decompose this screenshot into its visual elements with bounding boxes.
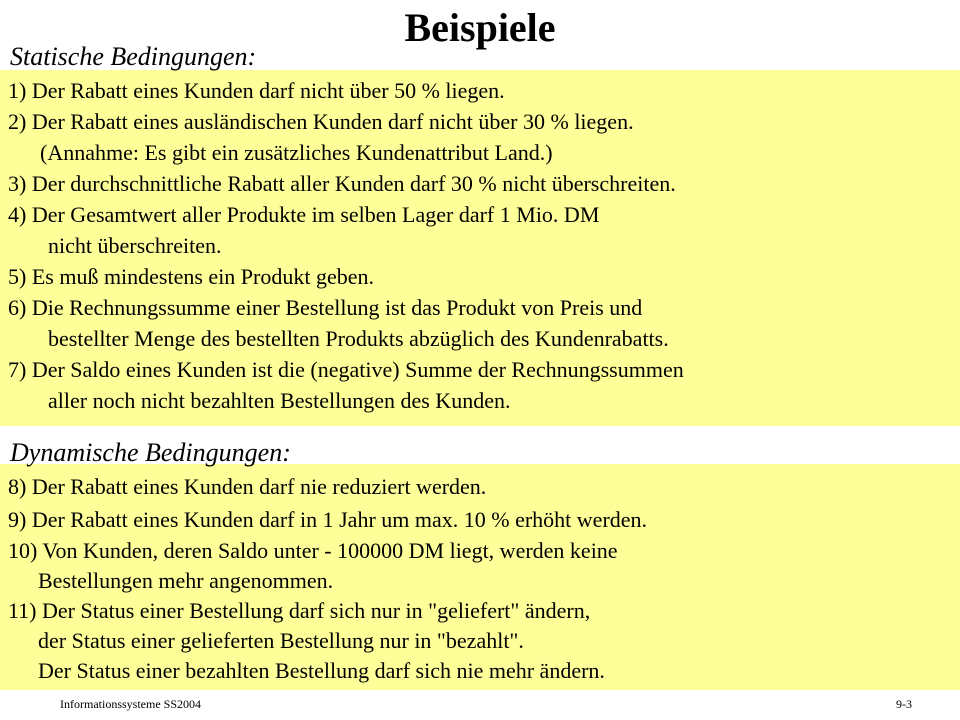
footer-course: Informationssysteme SS2004: [60, 697, 201, 711]
dynamic-line-11-cont-2: Der Status einer bezahlten Bestellung darf sich nie mehr ändern.: [38, 658, 605, 683]
dynamic-line-9: 9) Der Rabatt eines Kunden darf in 1 Jahr um max. 10 % erhöht werden.: [8, 507, 648, 532]
dynamic-line-11: 11) Der Status einer Bestellung darf sich nur in "geliefert" ändern,: [8, 598, 591, 623]
dynamic-line-11-cont-1: der Status einer gelieferten Bestellung nur in "bezahlt".: [38, 628, 524, 653]
dynamic-conditions-box: [0, 464, 960, 690]
static-line-6: 6) Die Rechnungssumme einer Bestellung ist das Produkt von Preis und: [8, 295, 643, 320]
footer-page-number: 9-3: [896, 697, 912, 711]
dynamic-heading: Dynamische Bedingungen:: [10, 438, 291, 467]
dynamic-line-10: 10) Von Kunden, deren Saldo unter - 100000 DM liegt, werden keine: [8, 538, 618, 563]
static-line-2-note: (Annahme: Es gibt ein zusätzliches Kundenattribut Land.): [40, 140, 553, 165]
static-line-4-cont: nicht überschreiten.: [48, 233, 222, 258]
static-line-7-cont: aller noch nicht bezahlten Bestellungen des Kunden.: [48, 388, 511, 413]
static-heading: Statische Bedingungen:: [10, 42, 257, 71]
dynamic-line-10-cont: Bestellungen mehr angenommen.: [38, 568, 334, 593]
dynamic-line-8: 8) Der Rabatt eines Kunden darf nie reduziert werden.: [8, 474, 487, 499]
static-line-6-cont: bestellter Menge des bestellten Produkts abzüglich des Kundenrabatts.: [48, 326, 669, 351]
page-title: Beispiele: [404, 5, 556, 50]
static-line-2: 2) Der Rabatt eines ausländischen Kunden darf nicht über 30 % liegen.: [8, 109, 634, 134]
static-line-3: 3) Der durchschnittliche Rabatt aller Kunden darf 30 % nicht überschreiten.: [8, 171, 676, 196]
static-line-5: 5) Es muß mindestens ein Produkt geben.: [8, 264, 375, 289]
static-line-1: 1) Der Rabatt eines Kunden darf nicht über 50 % liegen.: [8, 78, 505, 103]
static-line-7: 7) Der Saldo eines Kunden ist die (negative) Summe der Rechnungssummen: [8, 357, 684, 382]
static-line-4: 4) Der Gesamtwert aller Produkte im selben Lager darf 1 Mio. DM: [8, 202, 600, 227]
static-conditions-box: [0, 70, 960, 426]
